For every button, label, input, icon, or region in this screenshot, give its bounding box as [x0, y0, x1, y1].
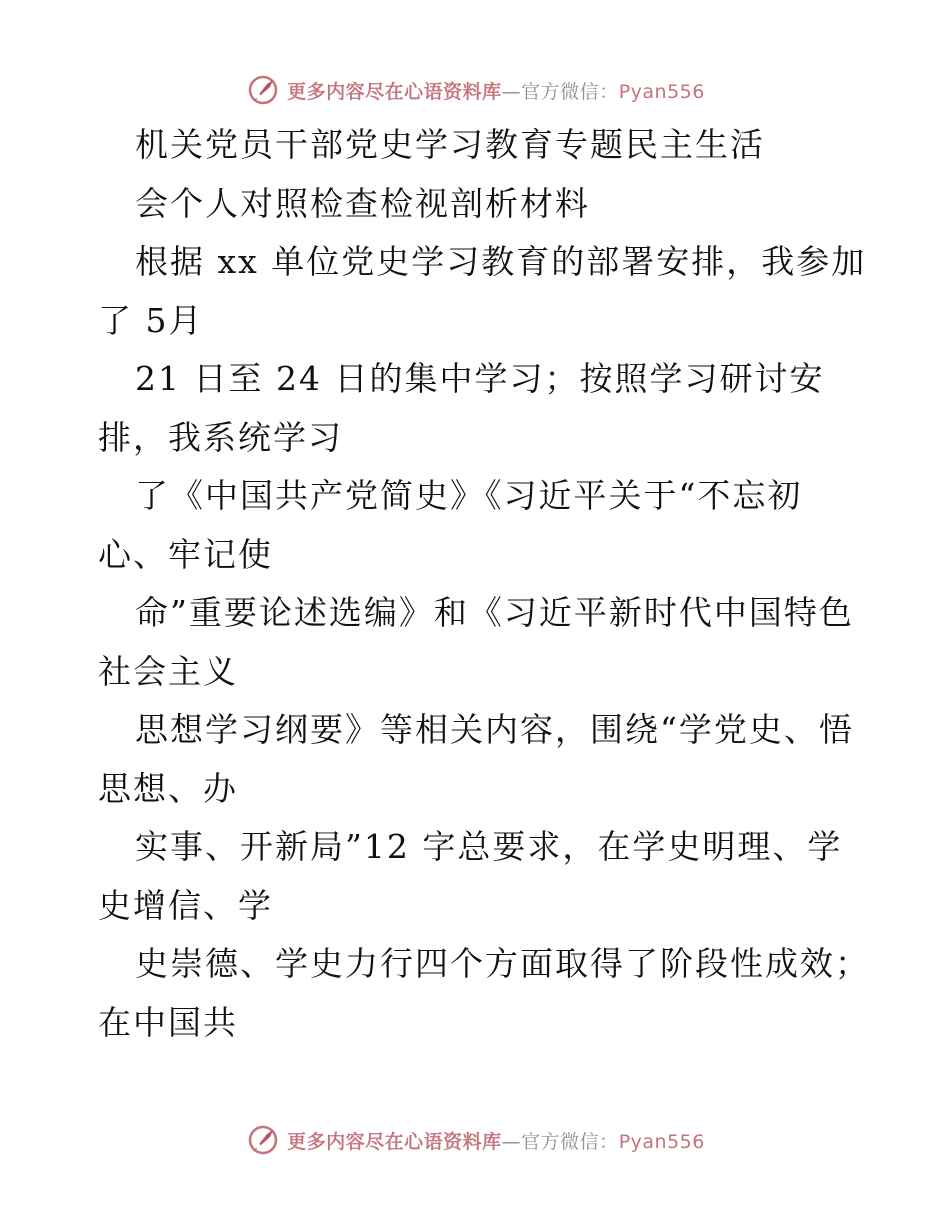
watermark-text: [287, 1127, 705, 1154]
text-line: 实事、开新局”12 字总要求，在学史明理、学: [135, 827, 843, 866]
text-line: 社会主义: [98, 651, 238, 691]
watermark-text: [287, 77, 705, 104]
pen-nib-circle-icon: [245, 72, 281, 108]
watermark-library-name: 更多内容尽在心语资料库: [287, 80, 502, 103]
footer-watermark: [0, 1120, 950, 1160]
watermark-wechat-id: Pyan556: [618, 1130, 705, 1153]
text-line: 思想、办: [98, 768, 238, 808]
text-line: 思想学习纲要》等相关内容，围绕“学党史、悟: [135, 710, 854, 749]
document-body: [98, 116, 868, 1052]
text-line: 史增信、学: [98, 885, 273, 925]
text-line: 心、牢记使: [98, 534, 273, 574]
text-line: 了《中国共产党简史》《习近平关于“不忘初: [135, 476, 803, 515]
pen-nib-circle-icon: [245, 1122, 281, 1158]
header-watermark: [0, 70, 950, 110]
text-line: 根据 xx 单位党史学习教育的部署安排，我参加: [135, 242, 867, 281]
watermark-library-name: 更多内容尽在心语资料库: [287, 1130, 502, 1153]
text-line: 21 日至 24 日的集中学习；按照学习研讨安: [135, 359, 825, 398]
text-line: 会个人对照检查检视剖析材料: [135, 183, 590, 223]
text-line: 命”重要论述选编》和《习近平新时代中国特色: [135, 593, 854, 632]
watermark-wechat-label: —官方微信：: [501, 80, 619, 103]
text-line: 在中国共: [98, 1002, 238, 1042]
text-line: 机关党员干部党史学习教育专题民主生活: [135, 125, 765, 164]
watermark-wechat-label: —官方微信：: [501, 1130, 619, 1153]
text-line: 了 5月: [98, 300, 204, 340]
text-line: 排，我系统学习: [98, 417, 343, 457]
text-line: 史崇德、学史力行四个方面取得了阶段性成效；: [135, 944, 870, 983]
watermark-wechat-id: Pyan556: [618, 80, 705, 103]
